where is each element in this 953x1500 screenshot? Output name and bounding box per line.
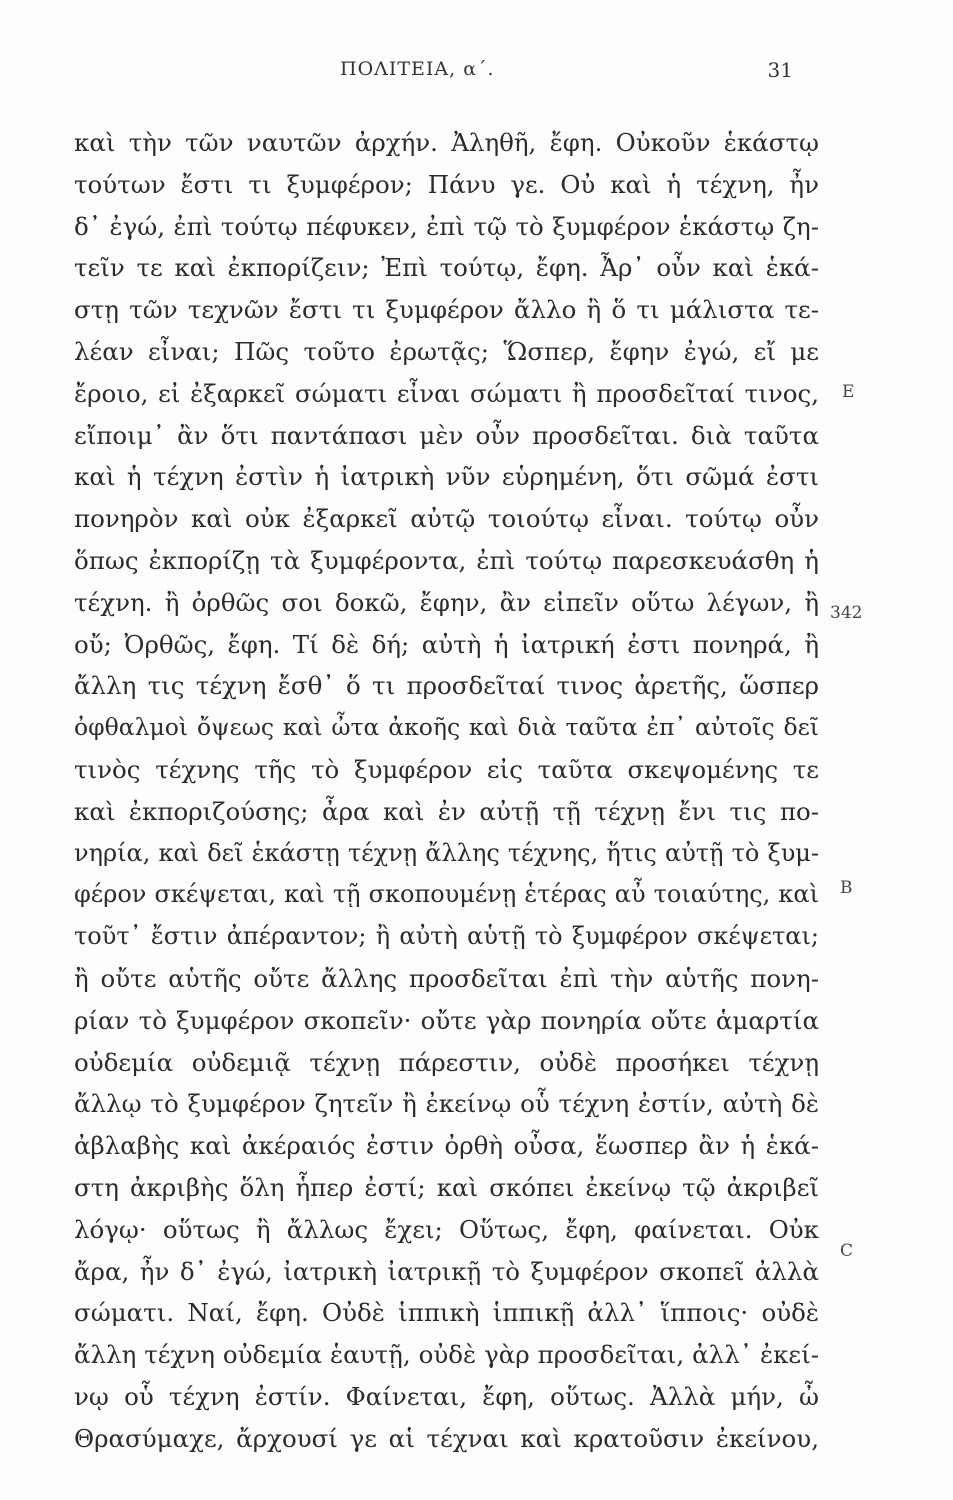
text-line: οὐδεμία οὐδεμιᾷ τέχνῃ πάρεστιν, οὐδὲ προσήκει τέχνῃ <box>74 1047 819 1077</box>
text-line: ἄρα, ἦν δ᾽ ἐγώ, ἰατρικὴ ἰατρικῇ τὸ ξυμφέρον σκοπεῖ ἀλλὰ <box>74 1256 819 1286</box>
text-line: λέαν εἶναι; Πῶς τοῦτο ἐρωτᾷς; Ὥσπερ, ἔφην ἐγώ, εἴ με <box>74 336 819 366</box>
text-line: ἄλλη τέχνη οὐδεμία ἑαυτῇ, οὐδὲ γὰρ προσδεῖται, ἀλλ᾽ ἐκεί- <box>74 1340 819 1370</box>
text-line: νηρία, καὶ δεῖ ἑκάστῃ τέχνῃ ἄλλης τέχνης, ἥτις αὐτῇ τὸ ξυμ- <box>74 838 819 867</box>
greek-text-body <box>74 122 819 1460</box>
text-line: δ᾽ ἐγώ, ἐπὶ τούτῳ πέφυκεν, ἐπὶ τῷ τὸ ξυμφέρον ἑκάστῳ ζη- <box>74 211 819 241</box>
text-line: ἀβλαβὴς καὶ ἀκέραιός ἐστιν ὀρθὴ οὖσα, ἕωσπερ ἂν ἡ ἑκά- <box>74 1131 819 1161</box>
text-line: καὶ ἡ τέχνη ἐστὶν ἡ ἰατρικὴ νῦν εὑρημένη, ὅτι σῶμά ἐστι <box>74 462 819 492</box>
text-line: ρίαν τὸ ξυμφέρον σκοπεῖν· οὔτε γὰρ πονηρία οὔτε ἁμαρτία <box>74 1005 819 1035</box>
text-line: τούτων ἔστι τι ξυμφέρον; Πάνυ γε. Οὐ καὶ ἡ τέχνη, ἦν <box>74 169 819 199</box>
text-line: καὶ ἐκποριζούσης; ἆρα καὶ ἐν αὐτῇ τῇ τέχνῃ ἔνι τις πο- <box>74 796 819 826</box>
text-line: ἢ οὔτε αὑτῆς οὔτε ἄλλης προσδεῖται ἐπὶ τὴν αὑτῆς πονη- <box>74 963 819 993</box>
margin-section-c: C <box>840 1241 854 1261</box>
text-line: τεῖν τε καὶ ἐκπορίζειν; Ἐπὶ τούτῳ, ἔφη. Ἆρ᾽ οὖν καὶ ἑκά- <box>74 253 819 283</box>
text-line: τινὸς τέχνης τῆς τὸ ξυμφέρον εἰς ταῦτα σκεψομένης τε <box>74 754 819 784</box>
text-line: λόγῳ· οὕτως ἢ ἄλλως ἔχει; Οὕτως, ἔφη, φαίνεται. Οὐκ <box>74 1214 819 1244</box>
text-line: στῃ τῶν τεχνῶν ἔστι τι ξυμφέρον ἄλλο ἢ ὅ τι μάλιστα τε- <box>74 295 819 325</box>
margin-section-e: E <box>842 382 855 402</box>
text-line: φέρον σκέψεται, καὶ τῇ σκοπουμένῃ ἑτέρας αὖ τοιαύτης, καὶ <box>74 880 819 909</box>
text-line: τοῦτ᾽ ἔστιν ἀπέραντον; ἢ αὐτὴ αὑτῇ τὸ ξυμφέρον σκέψεται; <box>74 922 819 951</box>
text-line: καὶ τὴν τῶν ναυτῶν ἀρχήν. Ἀληθῆ, ἔφη. Οὐκοῦν ἑκάστῳ <box>74 128 819 157</box>
text-line: ἄλλῳ τὸ ξυμφέρον ζητεῖν ἢ ἐκείνῳ οὗ τέχνη ἐστίν, αὐτὴ δὲ <box>74 1089 819 1119</box>
text-line: ὅπως ἐκπορίζῃ τὰ ξυμφέροντα, ἐπὶ τούτῳ παρεσκευάσθη ἡ <box>74 545 819 575</box>
text-line: ἄλλη τις τέχνη ἔσθ᾽ ὅ τι προσδεῖταί τινος ἀρετῆς, ὥσπερ <box>74 671 819 701</box>
text-line: πονηρὸν καὶ οὐκ ἐξαρκεῖ αὐτῷ τοιούτῳ εἶναι. τούτῳ οὖν <box>74 504 819 534</box>
text-line: ἔροιο, εἰ ἐξαρκεῖ σώματι εἶναι σώματι ἢ προσδεῖταί τινος, <box>74 378 819 408</box>
text-line: στη ἀκριβὴς ὅλη ἧπερ ἐστί; καὶ σκόπει ἐκείνῳ τῷ ἀκριβεῖ <box>74 1172 819 1202</box>
text-line: νῳ οὗ τέχνη ἐστίν. Φαίνεται, ἔφη, οὕτως. Ἀλλὰ μήν, ὦ <box>74 1381 819 1411</box>
text-line: τέχνη. ἢ ὀρθῶς σοι δοκῶ, ἔφην, ἂν εἰπεῖν οὕτω λέγων, ἢ <box>74 587 819 617</box>
margin-stephanus-342: 342 <box>830 603 863 623</box>
text-line: εἴποιμ᾽ ἂν ὅτι παντάπασι μὲν οὖν προσδεῖται. διὰ ταῦτα <box>74 420 819 450</box>
page-header <box>0 58 953 88</box>
text-line: σώματι. Ναί, ἔφη. Οὐδὲ ἱππικὴ ἱππικῇ ἀλλ᾽ ἵπποις· οὐδὲ <box>74 1298 819 1328</box>
text-line: ὀφθαλμοὶ ὄψεως καὶ ὦτα ἀκοῆς καὶ διὰ ταῦτα ἐπ᾽ αὐτοῖς δεῖ <box>74 713 819 742</box>
margin-section-b: B <box>840 878 853 898</box>
page-number: 31 <box>767 58 793 82</box>
text-line: Θρασύμαχε, ἄρχουσί γε αἱ τέχναι καὶ κρατοῦσιν ἐκείνου, <box>74 1423 819 1453</box>
running-title: ΠΟΛΙΤΕΙΑ, α΄. <box>340 58 495 80</box>
text-line: οὔ; Ὀρθῶς, ἔφη. Τί δὲ δή; αὐτὴ ἡ ἰατρική ἐστι πονηρά, ἢ <box>74 629 819 659</box>
